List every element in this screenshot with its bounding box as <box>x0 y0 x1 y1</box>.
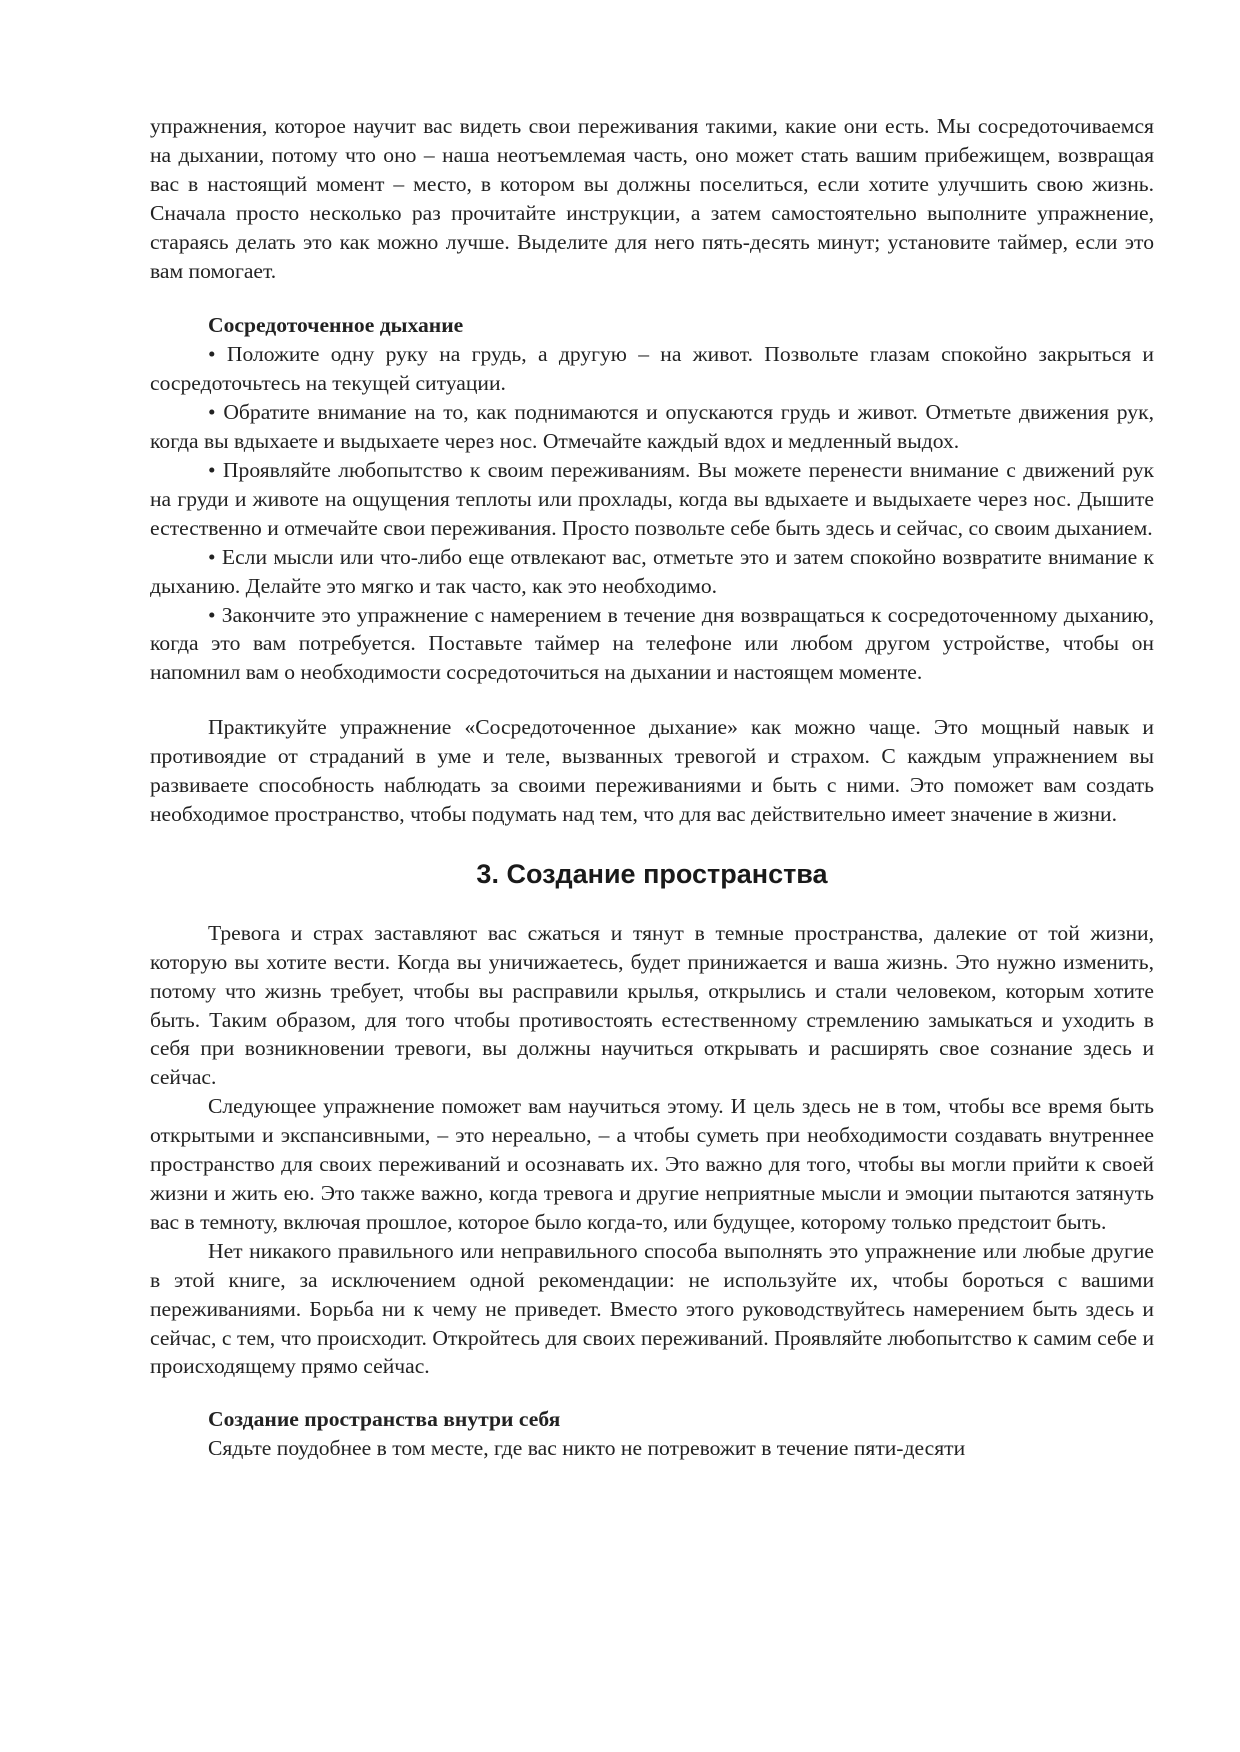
bullet-item: • Положите одну руку на грудь, а другую – на живот. Позвольте глазам спокойно закрыться и сосредоточьтесь на текущей ситуации. <box>150 342 1154 396</box>
bullet-item: • Проявляйте любопытство к своим переживаниям. Вы можете перенести внимание с движений рук на груди и животе на ощущения теплоты или прохлады, когда вы вдыхаете и выдыхаете через нос. Дышите естественно и отмечайте свои переживания. Просто позвольте себе быть здесь и сейчас, со своим дыханием. <box>150 457 1154 540</box>
spacer <box>150 687 1154 713</box>
body-paragraph: Тревога и страх заставляют вас сжаться и тянут в темные пространства, далекие от той жизни, которую вы хотите вести. Когда вы уничижаетесь, будет принижается и ваша жизнь. Это нужно изменить, потому что жизнь требует, чтобы вы расправили крылья, открылись и стали человеком, которым хотите быть. Таким образом, для того чтобы противостоять естественному стремлению замыкаться и уходить в себя при возникновении тревоги, вы должны научиться открывать и расширять свое сознание здесь и сейчас. <box>150 920 1154 1090</box>
intro-paragraph: упражнения, которое научит вас видеть свои переживания такими, какие они есть. Мы сосредоточиваемся на дыхании, потому что оно – наша неотъемлемая часть, оно может стать вашим прибежищем, возвращая вас в настоящий момент – место, в котором вы должны поселиться, если хотите улучшить свою жизнь. Сначала просто несколько раз прочитайте инструкции, а затем самостоятельно выполните упражнение, стараясь делать это как можно лучше. Выделите для него пять-десять минут; установите таймер, если это вам помогает. <box>150 114 1154 283</box>
body-paragraph: Следующее упражнение поможет вам научиться этому. И цель здесь не в том, чтобы все время быть открытыми и экспансивными, – это нереально, – а чтобы суметь при необходимости создавать внутреннее пространство для своих переживаний и осознавать их. Это важно для того, чтобы вы могли прийти к своей жизни и жить ею. Это также важно, когда тревога и другие неприятные мысли и эмоции пытаются затянуть вас в темноту, включая прошлое, которое было когда-то, или будущее, которому только предстоит быть. <box>150 1094 1154 1234</box>
section-heading: 3. Создание пространства <box>476 858 828 889</box>
bullet-item: • Обратите внимание на то, как поднимаются и опускаются грудь и живот. Отметьте движения рук, когда вы вдыхаете и выдыхаете через нос. Отмечайте каждый вдох и медленный выдох. <box>150 400 1154 454</box>
practice-paragraph: Практикуйте упражнение «Сосредоточенное дыхание» как можно чаще. Это мощный навык и противоядие от страданий в уме и теле, вызванных тревогой и страхом. С каждым упражнением вы развиваете способность наблюдать за своими переживаниями и быть с ними. Это поможет вам создать необходимое пространство, чтобы подумать над тем, что для вас действительно имеет значение в жизни. <box>150 715 1154 826</box>
body-paragraph: Сядьте поудобнее в том месте, где вас никто не потревожит в течение пяти-десяти <box>208 1436 966 1461</box>
exercise-heading-focused-breathing: Сосредоточенное дыхание <box>208 313 464 338</box>
spacer <box>150 1381 1154 1405</box>
exercise-heading-creating-space: Создание пространства внутри себя <box>208 1407 561 1432</box>
bullet-item: • Если мысли или что-либо еще отвлекают вас, отметьте это и затем спокойно возвратите внимание к дыханию. Делайте это мягко и так часто, как это необходимо. <box>150 544 1154 598</box>
bullet-item: • Закончите это упражнение с намерением в течение дня возвращаться к сосредоточенному дыханию, когда это вам потребуется. Поставьте таймер на телефоне или любом другом устройстве, чтобы он напомнил вам о необходимости сосредоточиться на дыхании и настоящем моменте. <box>150 602 1154 685</box>
document-page <box>150 112 1154 1463</box>
body-paragraph: Нет никакого правильного или неправильного способа выполнять это упражнение или любые другие в этой книге, за исключением одной рекомендации: не используйте их, чтобы бороться с вашими переживаниями. Борьба ни к чему не приведет. Вместо этого руководствуйтесь намерением быть здесь и сейчас, с тем, что происходит. Откройтесь для своих переживаний. Проявляйте любопытство к самим себе и происходящему прямо сейчас. <box>150 1238 1154 1379</box>
spacer <box>150 285 1154 311</box>
